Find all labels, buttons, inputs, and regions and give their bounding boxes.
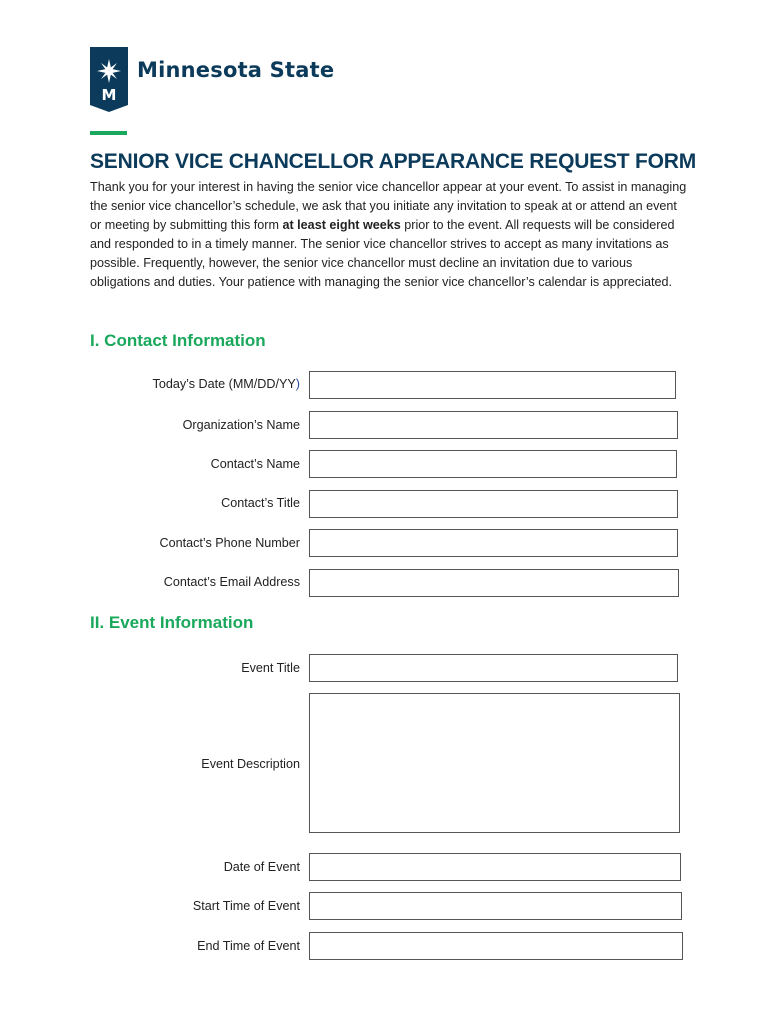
section-contact-heading: I. Contact Information — [90, 331, 266, 350]
contact-phone-field[interactable] — [309, 529, 678, 557]
accent-divider — [90, 131, 127, 135]
event-title-label: Event Title — [241, 661, 300, 675]
event-description-field[interactable] — [309, 693, 680, 833]
brand-name: Minnesota State — [137, 58, 335, 82]
intro-text-1: Thank you for your interest in having the senior vice chancellor appear at your event. To assist in managing the senior vice chancellor’s schedule, we ask that you initiate any invitation to speak at or attend an event or meeting by submitting this form — [90, 180, 687, 232]
todays-date-label: Today’s Date (MM/DD/YY) — [152, 377, 300, 391]
contact-phone-label: Contact’s Phone Number — [159, 536, 300, 550]
contact-title-field[interactable] — [309, 490, 678, 518]
intro-emphasis: at least eight weeks — [282, 218, 401, 232]
logo-letter: M — [101, 86, 117, 104]
event-description-label: Event Description — [201, 757, 300, 771]
organization-name-field[interactable] — [309, 411, 678, 439]
event-title-field[interactable] — [309, 654, 678, 682]
start-time-field[interactable] — [309, 892, 682, 920]
intro-paragraph — [90, 178, 690, 292]
event-date-field[interactable] — [309, 853, 681, 881]
contact-email-field[interactable] — [309, 569, 679, 597]
contact-email-label: Contact’s Email Address — [163, 575, 300, 589]
minnesota-state-logo — [90, 47, 128, 112]
start-time-label: Start Time of Event — [192, 899, 300, 913]
contact-name-field[interactable] — [309, 450, 677, 478]
contact-title-label: Contact’s Title — [221, 496, 300, 510]
todays-date-field[interactable] — [309, 371, 676, 399]
contact-name-label: Contact’s Name — [210, 457, 300, 471]
end-time-label: End Time of Event — [197, 939, 300, 953]
organization-name-label: Organization’s Name — [182, 418, 300, 432]
end-time-field[interactable] — [309, 932, 683, 960]
form-title: SENIOR VICE CHANCELLOR APPEARANCE REQUEST FORM — [90, 150, 697, 173]
intro-text-2: prior to the event. All requests will be considered and responded to in a timely manner. The senior vice chancellor strives to accept as many invitations as possible. Frequently, however, the senior vice chancellor must decline an invitation due to various obligations and duties. Your patience with managing the senior vice chancellor’s calendar is appreciated. — [90, 218, 675, 289]
event-date-label: Date of Event — [223, 860, 300, 874]
section-event-heading: II. Event Information — [90, 613, 254, 632]
